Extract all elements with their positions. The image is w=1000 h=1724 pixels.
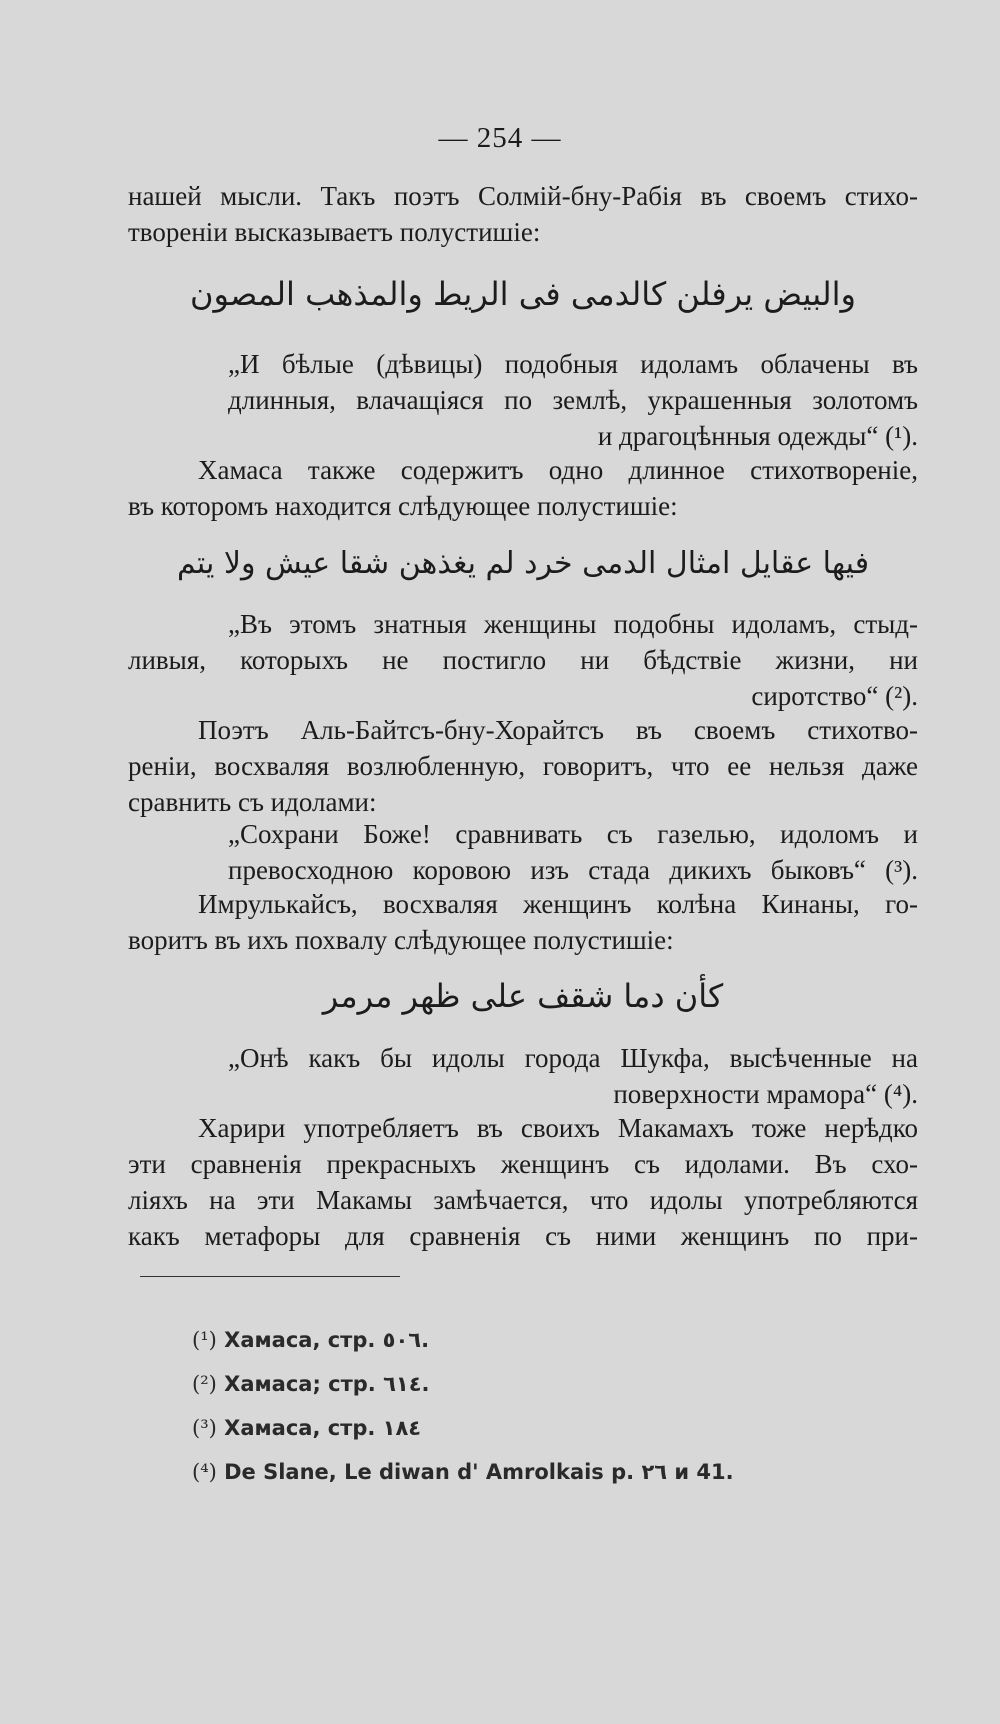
text-line: сиротство“ (²). — [751, 681, 918, 711]
text-line: сравнить съ идолами: — [128, 787, 377, 817]
footnote-4 — [192, 1450, 734, 1494]
footnote-text: De Slane, Le diwan d' Amrolkais p. ٢٦ и 41. — [224, 1460, 734, 1484]
text-line: нашей мысли. Такъ поэтъ Солмій-бну-Рабія въ своемъ стихо- — [128, 181, 918, 211]
paragraph-3 — [128, 712, 918, 820]
text-line: превосходною коровою изъ стада дикихъ быковъ“ (³). — [228, 855, 918, 885]
text-line: „Въ этомъ знатныя женщины подобны идоламъ, стыд- — [228, 609, 918, 639]
paragraph-5 — [128, 1110, 918, 1254]
text-line: „И бѣлые (дѣвицы) подобныя идоламъ облачены въ — [228, 349, 918, 379]
quote-2 — [128, 606, 918, 714]
footnote-1 — [192, 1318, 734, 1362]
text-line: Поэтъ Аль-Байтсъ-бну-Хорайтсъ въ своемъ стихотво- — [198, 715, 918, 745]
paragraph-4 — [128, 886, 918, 958]
footnote-divider — [140, 1276, 400, 1277]
text-line: ліяхъ на эти Макамы замѣчается, что идолы употребляются — [128, 1185, 918, 1215]
text-line: длинныя, влачащіяся по землѣ, украшенныя золотомъ — [228, 385, 918, 415]
footnote-3 — [192, 1406, 734, 1450]
text-line: въ которомъ находится слѣдующее полустишіе: — [128, 491, 678, 521]
text-line: Харири употребляетъ въ своихъ Макамахъ тоже нерѣдко — [198, 1113, 918, 1143]
footnote-mark: (¹) — [192, 1328, 217, 1352]
text-line: „Онѣ какъ бы идолы города Шукфа, высѣченные на — [228, 1043, 918, 1073]
arabic-verse-1: والبيض يرفلن كالدمى فى الريط والمذهب المصون — [190, 275, 856, 313]
text-line: реніи, восхваляя возлюбленную, говоритъ, что ее нельзя даже — [128, 751, 918, 781]
footnote-mark: (⁴) — [192, 1460, 217, 1484]
arabic-verse-3: كأن دما شقف على ظهر مرمر — [322, 977, 724, 1015]
text-line: воритъ въ ихъ похвалу слѣдующее полустишіе: — [128, 925, 674, 955]
footnote-mark: (³) — [192, 1416, 217, 1440]
quote-4 — [128, 1040, 918, 1112]
quote-3 — [128, 816, 918, 888]
footnotes — [192, 1318, 734, 1494]
arabic-verse-2: فيها عقايل امثال الدمى خرد لم يغذهن شقا عيش ولا يتم — [176, 546, 870, 581]
quote-1 — [128, 346, 918, 454]
text-line: какъ метафоры для сравненія съ ними женщинъ по при- — [128, 1221, 918, 1251]
text-line: ливыя, которыхъ не постигло ни бѣдствіе жизни, ни — [128, 645, 918, 675]
paragraph-1 — [128, 178, 918, 250]
text-line: и драгоцѣнныя одежды“ (¹). — [597, 421, 918, 451]
footnote-text: Хамаса; стр. ٦١٤. — [224, 1372, 430, 1396]
footnote-2 — [192, 1362, 734, 1406]
text-line: поверхности мрамора“ (⁴). — [613, 1079, 918, 1109]
paragraph-2 — [128, 452, 918, 524]
footnote-mark: (²) — [192, 1372, 217, 1396]
page-number: — 254 — — [438, 122, 562, 154]
text-line: эти сравненія прекрасныхъ женщинъ съ идолами. Въ схо- — [128, 1149, 918, 1179]
text-line: твореніи высказываетъ полустишіе: — [128, 217, 541, 247]
text-line: Хамаса также содержитъ одно длинное стихотвореніе, — [198, 455, 918, 485]
text-line: Имрулькайсъ, восхваляя женщинъ колѣна Кинаны, го- — [198, 889, 918, 919]
text-line: „Сохрани Боже! сравнивать съ газелью, идоломъ и — [228, 819, 918, 849]
footnote-text: Хамаса, стр. ٥٠٦. — [224, 1328, 430, 1352]
footnote-text: Хамаса, стр. ١٨٤ — [224, 1416, 422, 1440]
